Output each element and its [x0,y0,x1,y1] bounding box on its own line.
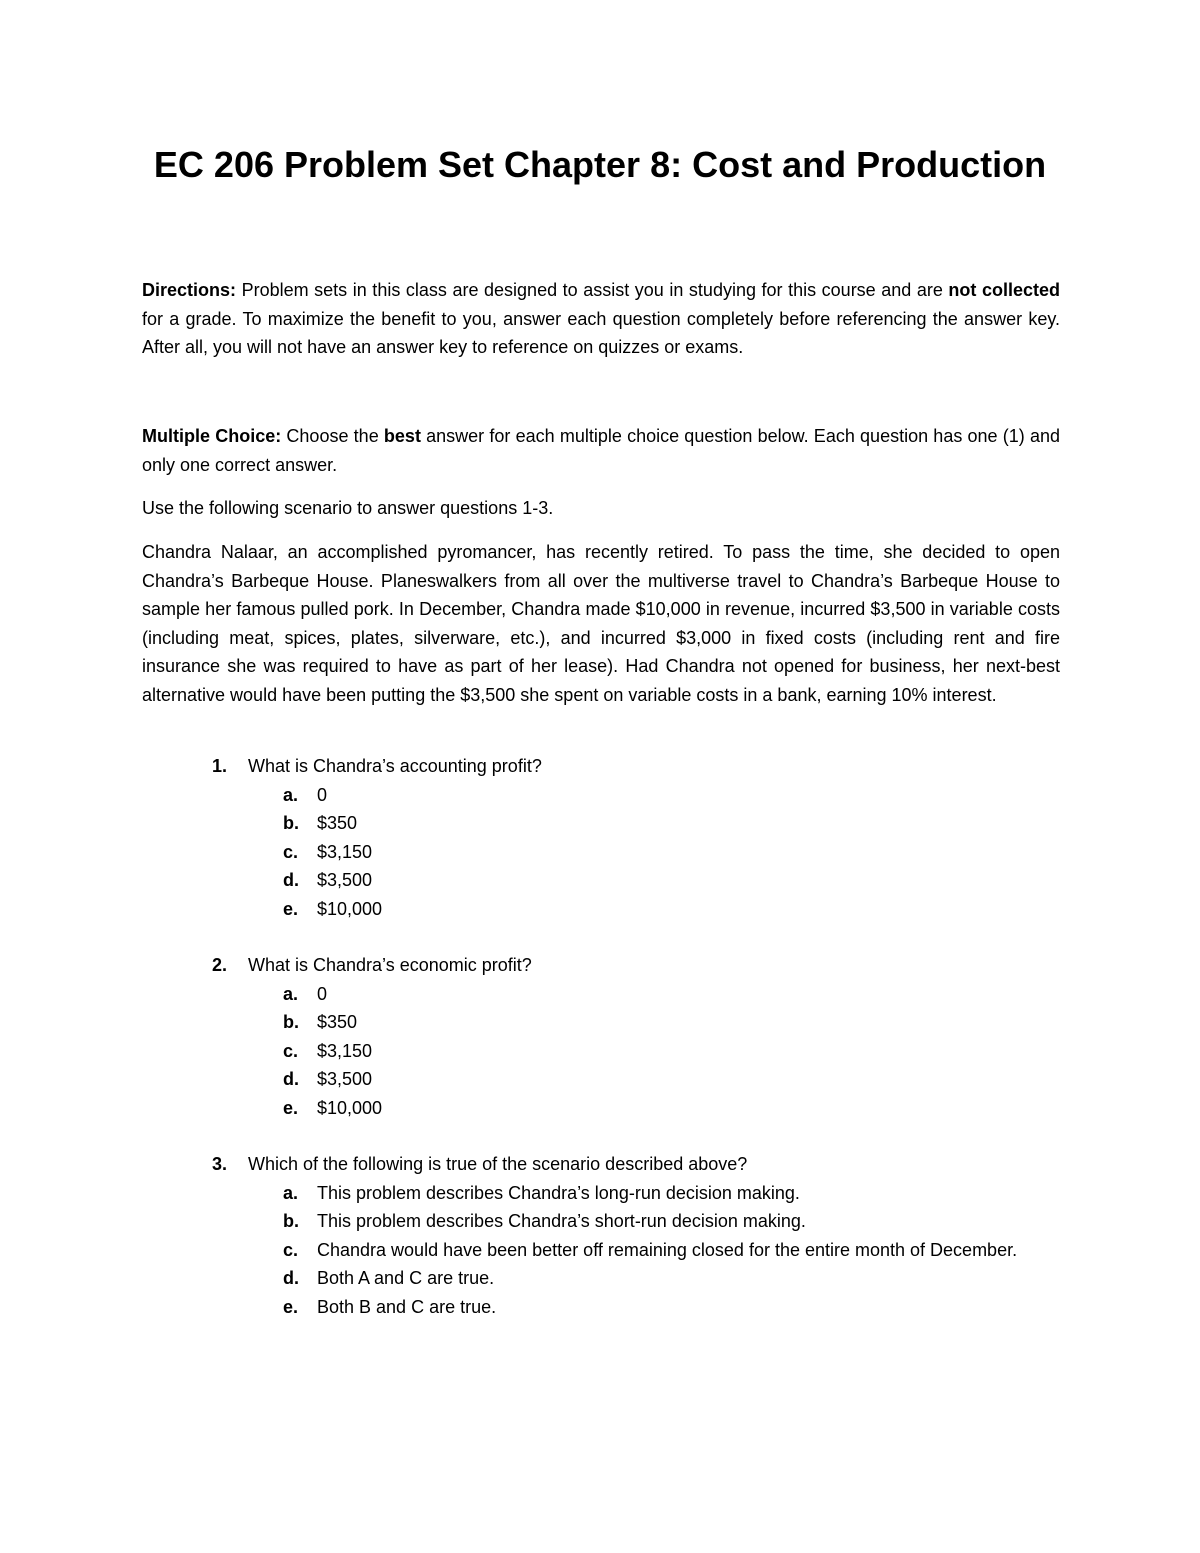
question-3 [142,1150,1060,1321]
option-text: This problem describes Chandra’s long-run decision making. [317,1182,800,1203]
option-text: Chandra would have been better off remaining closed for the entire month of December. [317,1239,1018,1260]
multiple-choice-text-2: answer for each multiple choice question below. Each question has one (1) and only one correct answer. [142,426,1061,475]
option-letter: e. [283,1097,299,1118]
question-number: 3. [212,1154,228,1174]
answer-option [142,781,1060,810]
directions-text-1: Problem sets in this class are designed to assist you in studying for this course and are [236,280,949,300]
option-letter: d. [283,1268,299,1288]
option-text: $3,500 [317,1069,373,1089]
scenario-instruction: Use the following scenario to answer questions 1-3. [142,498,554,518]
answer-option [142,1236,1060,1265]
multiple-choice-label: Multiple Choice: [142,426,282,446]
answer-option [142,980,1060,1009]
answer-option [142,1264,1060,1293]
question-number: 1. [212,756,228,776]
option-text: 0 [317,784,328,805]
option-letter: a. [283,1182,299,1203]
option-text: 0 [317,983,328,1004]
option-text: $3,150 [317,841,373,862]
directions-paragraph [142,276,1060,362]
answer-option [142,1207,1060,1236]
option-letter: d. [283,870,299,890]
answer-option [142,1293,1060,1322]
option-text: $350 [317,813,358,833]
directions-label: Directions: [142,280,237,300]
option-text: $350 [317,1012,358,1032]
question-text: What is Chandra’s economic profit? [248,955,532,975]
option-letter: a. [283,983,299,1004]
answer-option [142,1037,1060,1066]
multiple-choice-paragraph [142,422,1060,479]
option-text: $3,150 [317,1040,373,1061]
answer-options [142,980,1060,1123]
option-letter: b. [283,813,299,833]
multiple-choice-emphasis: best [383,426,421,446]
option-letter: a. [283,784,299,805]
option-letter: e. [283,1296,299,1317]
directions-text-2: for a grade. To maximize the benefit to you, answer each question completely before referencing the answer key. After all, you will not have an answer key to reference on quizzes or exams. [142,308,1060,357]
answer-option [142,838,1060,867]
option-letter: c. [283,841,299,862]
scenario-paragraph: Chandra Nalaar, an accomplished pyromancer, has recently retired. To pass the time, she decided to open Chandra’s Barbeque House. Planeswalkers from all over the multiverse travel to Chandra’s Barbeque House to sample her famous pulled pork. In December, Chandra made $10,000 in revenue, incurred $3,500 in variable costs (including meat, spices, plates, silverware, etc.), and incurred $3,000 in fixed costs (including rent and fire insurance she was required to have as part of her lease). Had Chandra not opened for business, her next-best alternative would have been putting the $3,500 she spent on variable costs in a bank, earning 10% interest. [142,542,1060,705]
answer-option [142,1065,1060,1094]
question-number: 2. [212,955,228,975]
page-title: EC 206 Problem Set Chapter 8: Cost and Production [153,144,1047,185]
directions-emphasis: not collected [948,280,1060,300]
question-1 [142,752,1060,923]
answer-option [142,809,1060,838]
answer-option [142,1008,1060,1037]
question-stem [142,951,1060,980]
option-text: This problem describes Chandra’s short-run decision making. [317,1211,806,1231]
answer-options [142,781,1060,924]
option-text: $10,000 [317,898,383,919]
answer-option [142,895,1060,924]
option-letter: e. [283,898,299,919]
answer-option [142,1179,1060,1208]
question-text: Which of the following is true of the scenario described above? [248,1154,748,1174]
question-text: What is Chandra’s accounting profit? [248,756,542,776]
option-letter: b. [283,1012,299,1032]
answer-option [142,1094,1060,1123]
option-text: Both A and C are true. [317,1268,495,1288]
answer-option [142,866,1060,895]
question-stem [142,1150,1060,1179]
option-text: Both B and C are true. [317,1296,497,1317]
option-text: $3,500 [317,870,373,890]
option-letter: c. [283,1040,299,1061]
option-text: $10,000 [317,1097,383,1118]
answer-options [142,1179,1060,1322]
option-letter: d. [283,1069,299,1089]
question-2 [142,951,1060,1122]
option-letter: c. [283,1239,299,1260]
question-stem [142,752,1060,781]
option-letter: b. [283,1211,299,1231]
multiple-choice-text-1: Choose the [281,426,384,446]
